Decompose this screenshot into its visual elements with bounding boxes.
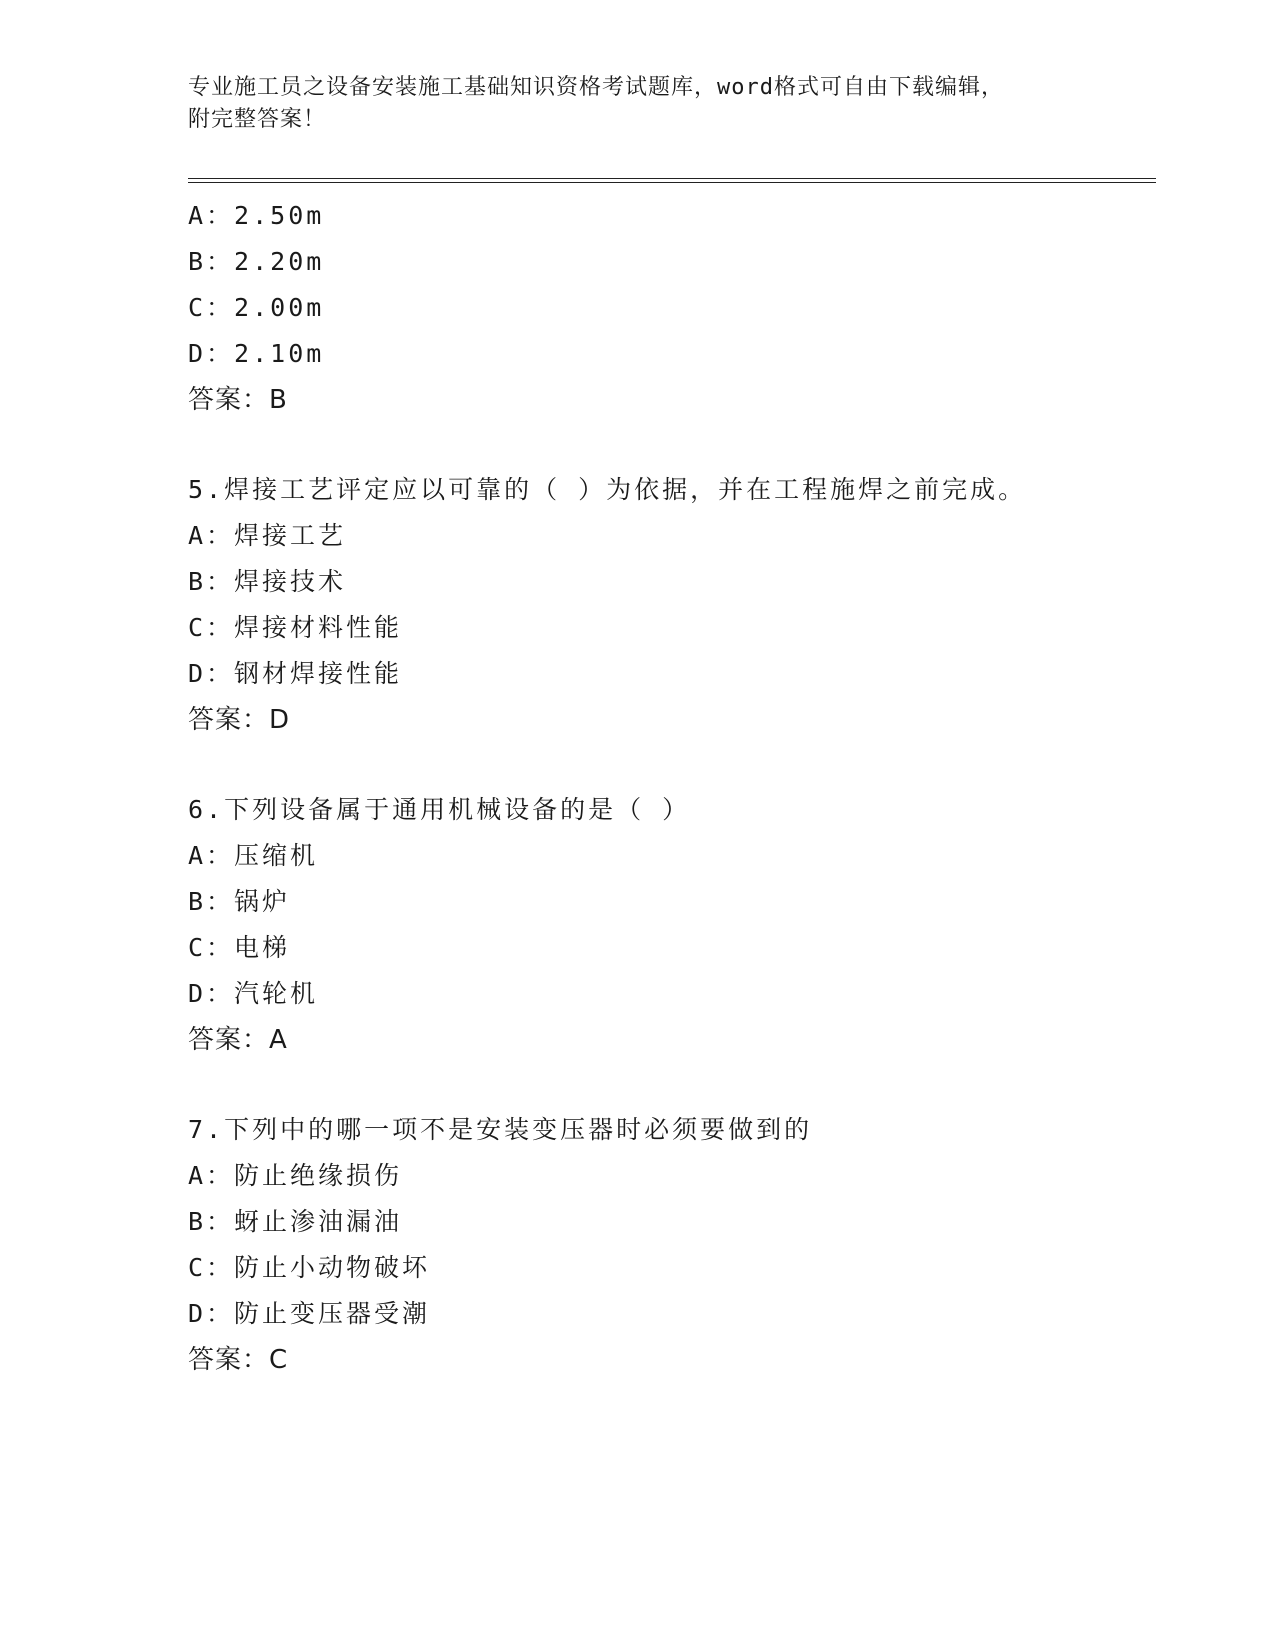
option-c: C：防止小动物破坏 [188, 1253, 431, 1282]
answer: 答案：C [188, 1345, 289, 1375]
option-b: B：锅炉 [188, 887, 291, 916]
question-4 [188, 193, 1156, 423]
option-d: D：防止变压器受潮 [188, 1299, 431, 1328]
spacer [188, 743, 1156, 787]
document-header [188, 72, 1088, 136]
question-5 [188, 467, 1156, 743]
question-stem: 5.焊接工艺评定应以可靠的（ ）为依据，并在工程施焊之前完成。 [188, 475, 1027, 504]
question-7 [188, 1107, 1156, 1383]
header-divider-top [188, 178, 1156, 179]
option-d: D：汽轮机 [188, 979, 319, 1008]
option-c: C：焊接材料性能 [188, 613, 403, 642]
option-b: B：焊接技术 [188, 567, 347, 596]
option-b: B：2.20m [188, 247, 325, 276]
answer: 答案：B [188, 385, 288, 415]
header-line-1: 专业施工员之设备安装施工基础知识资格考试题库，word格式可自由下载编辑， [188, 75, 1004, 100]
option-a: A：压缩机 [188, 841, 319, 870]
question-list [188, 193, 1156, 1383]
option-b: B：蚜止渗油漏油 [188, 1207, 403, 1236]
option-a: A：焊接工艺 [188, 521, 347, 550]
option-d: D：钢材焊接性能 [188, 659, 403, 688]
question-6 [188, 787, 1156, 1063]
option-d: D：2.10m [188, 339, 325, 368]
spacer [188, 423, 1156, 467]
option-a: A：防止绝缘损伤 [188, 1161, 403, 1190]
option-a: A：2.50m [188, 201, 325, 230]
option-c: C：2.00m [188, 293, 325, 322]
spacer [188, 1063, 1156, 1107]
answer: 答案：A [188, 1025, 288, 1055]
header-divider-bottom [188, 182, 1156, 183]
question-stem: 7.下列中的哪一项不是安装变压器时必须要做到的 [188, 1115, 813, 1144]
option-c: C：电梯 [188, 933, 291, 962]
header-line-2: 附完整答案！ [188, 107, 327, 132]
answer: 答案：D [188, 705, 291, 735]
question-stem: 6.下列设备属于通用机械设备的是（ ） [188, 795, 691, 824]
